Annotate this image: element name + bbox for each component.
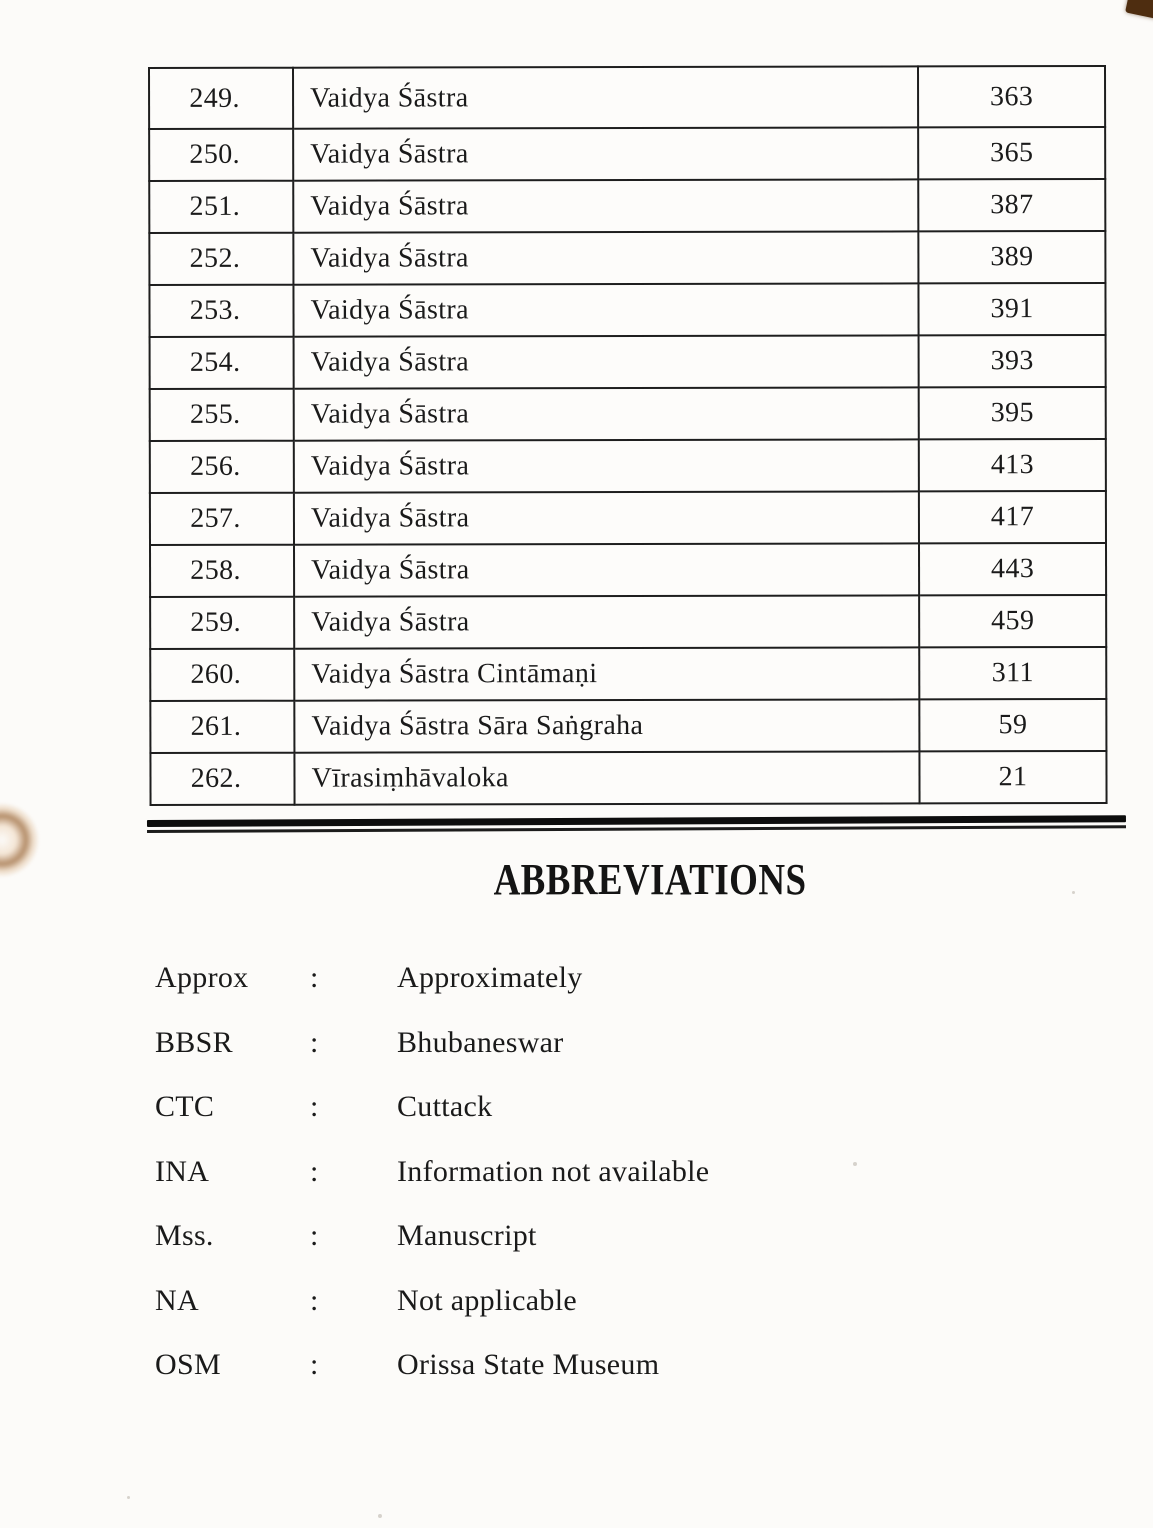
title-cell: Vaidya Śāstra bbox=[294, 543, 919, 596]
abbreviation-list bbox=[155, 961, 1015, 1413]
abbreviation-meaning: Manuscript bbox=[397, 1219, 537, 1252]
page-number-cell: 21 bbox=[920, 751, 1107, 803]
colon-separator: : bbox=[310, 1090, 319, 1123]
page-number-cell: 59 bbox=[919, 699, 1106, 751]
abbreviation-meaning: Not applicable bbox=[397, 1283, 577, 1317]
colon-separator: : bbox=[310, 1283, 319, 1317]
title-cell: Vaidya Śāstra bbox=[294, 335, 919, 388]
serial-number-cell: 258. bbox=[150, 545, 294, 597]
abbreviation-meaning: Orissa State Museum bbox=[397, 1348, 660, 1381]
title-cell: Vaidya Śāstra bbox=[293, 66, 918, 128]
abbreviation-row bbox=[155, 1090, 1015, 1121]
abbreviations-heading: ABBREVIATIONS bbox=[493, 855, 807, 904]
table-row bbox=[149, 179, 1105, 233]
page-number-cell: 443 bbox=[919, 543, 1106, 595]
abbreviation-label: OSM bbox=[155, 1348, 221, 1381]
section-divider bbox=[147, 815, 1126, 833]
scan-speck bbox=[127, 1496, 130, 1499]
abbreviation-label: Mss. bbox=[155, 1219, 214, 1252]
scan-speck bbox=[1072, 891, 1075, 894]
table-row bbox=[149, 66, 1105, 129]
table-row bbox=[149, 231, 1105, 285]
serial-number-cell: 255. bbox=[150, 389, 294, 441]
colon-separator: : bbox=[310, 1154, 319, 1188]
serial-number-cell: 260. bbox=[150, 649, 294, 701]
page-number-cell: 387 bbox=[918, 179, 1105, 231]
abbreviation-row bbox=[155, 1219, 1015, 1250]
title-cell: Vaidya Śāstra bbox=[294, 491, 919, 544]
table-row bbox=[150, 543, 1106, 597]
page-number-cell: 363 bbox=[918, 66, 1105, 127]
serial-number-cell: 254. bbox=[150, 337, 294, 389]
table-row bbox=[149, 127, 1105, 181]
title-cell: Vīrasiṃhāvaloka bbox=[295, 751, 920, 804]
abbreviation-label: INA bbox=[155, 1154, 210, 1188]
colon-separator: : bbox=[310, 1219, 319, 1252]
table-row bbox=[150, 595, 1106, 649]
page-number-cell: 417 bbox=[919, 491, 1106, 543]
abbreviation-label: BBSR bbox=[155, 1025, 233, 1059]
page-number-cell: 389 bbox=[918, 231, 1105, 283]
page-number-cell: 311 bbox=[919, 647, 1106, 699]
serial-number-cell: 252. bbox=[149, 233, 293, 285]
table-row bbox=[150, 699, 1106, 753]
table-row bbox=[150, 751, 1106, 805]
table-row bbox=[149, 283, 1105, 337]
title-cell: Vaidya Śāstra bbox=[293, 127, 918, 180]
table-row bbox=[150, 491, 1106, 545]
colon-separator: : bbox=[310, 1348, 319, 1381]
abbreviation-meaning: Approximately bbox=[397, 961, 583, 994]
page-number-cell: 459 bbox=[919, 595, 1106, 647]
title-cell: Vaidya Śāstra Sāra Saṅgraha bbox=[294, 699, 919, 752]
page-number-cell: 365 bbox=[918, 127, 1105, 179]
title-cell: Vaidya Śāstra bbox=[293, 231, 918, 284]
scan-speck bbox=[378, 1514, 382, 1518]
table-row bbox=[150, 387, 1106, 441]
abbreviation-label: Approx bbox=[155, 961, 249, 994]
serial-number-cell: 256. bbox=[150, 441, 294, 493]
abbreviation-row bbox=[155, 961, 1015, 992]
index-table-body bbox=[149, 66, 1107, 805]
serial-number-cell: 249. bbox=[149, 68, 293, 129]
scan-speck bbox=[853, 1162, 857, 1166]
abbreviation-meaning: Cuttack bbox=[397, 1090, 493, 1123]
colon-separator: : bbox=[310, 961, 319, 994]
page-number-cell: 393 bbox=[919, 335, 1106, 387]
table-row bbox=[150, 647, 1106, 701]
abbreviation-label: CTC bbox=[155, 1090, 215, 1123]
serial-number-cell: 261. bbox=[150, 701, 294, 753]
colon-separator: : bbox=[310, 1025, 319, 1059]
page-number-cell: 391 bbox=[919, 283, 1106, 335]
table-row bbox=[150, 335, 1106, 389]
divider-thin-line bbox=[147, 825, 1126, 833]
serial-number-cell: 251. bbox=[149, 181, 293, 233]
abbreviation-row bbox=[155, 1155, 1015, 1186]
title-cell: Vaidya Śāstra bbox=[294, 439, 919, 492]
title-cell: Vaidya Śāstra Cintāmaṇi bbox=[294, 647, 919, 700]
manuscript-index-table bbox=[148, 65, 1108, 806]
title-cell: Vaidya Śāstra bbox=[293, 179, 918, 232]
serial-number-cell: 259. bbox=[150, 597, 294, 649]
title-cell: Vaidya Śāstra bbox=[294, 283, 919, 336]
serial-number-cell: 250. bbox=[149, 129, 293, 181]
title-cell: Vaidya Śāstra bbox=[294, 595, 919, 648]
page-number-cell: 413 bbox=[919, 439, 1106, 491]
abbreviation-row bbox=[155, 1284, 1015, 1315]
abbreviation-row bbox=[155, 1348, 1015, 1379]
serial-number-cell: 257. bbox=[150, 493, 294, 545]
abbreviation-meaning: Information not available bbox=[397, 1154, 710, 1188]
binder-ring-mark bbox=[0, 804, 38, 876]
corner-binding-mark bbox=[1125, 0, 1153, 19]
page-number-cell: 395 bbox=[919, 387, 1106, 439]
abbreviation-row bbox=[155, 1026, 1015, 1057]
serial-number-cell: 253. bbox=[149, 285, 293, 337]
title-cell: Vaidya Śāstra bbox=[294, 387, 919, 440]
abbreviation-label: NA bbox=[155, 1283, 199, 1317]
abbreviation-meaning: Bhubaneswar bbox=[397, 1025, 564, 1059]
serial-number-cell: 262. bbox=[150, 753, 294, 805]
table-row bbox=[150, 439, 1106, 493]
